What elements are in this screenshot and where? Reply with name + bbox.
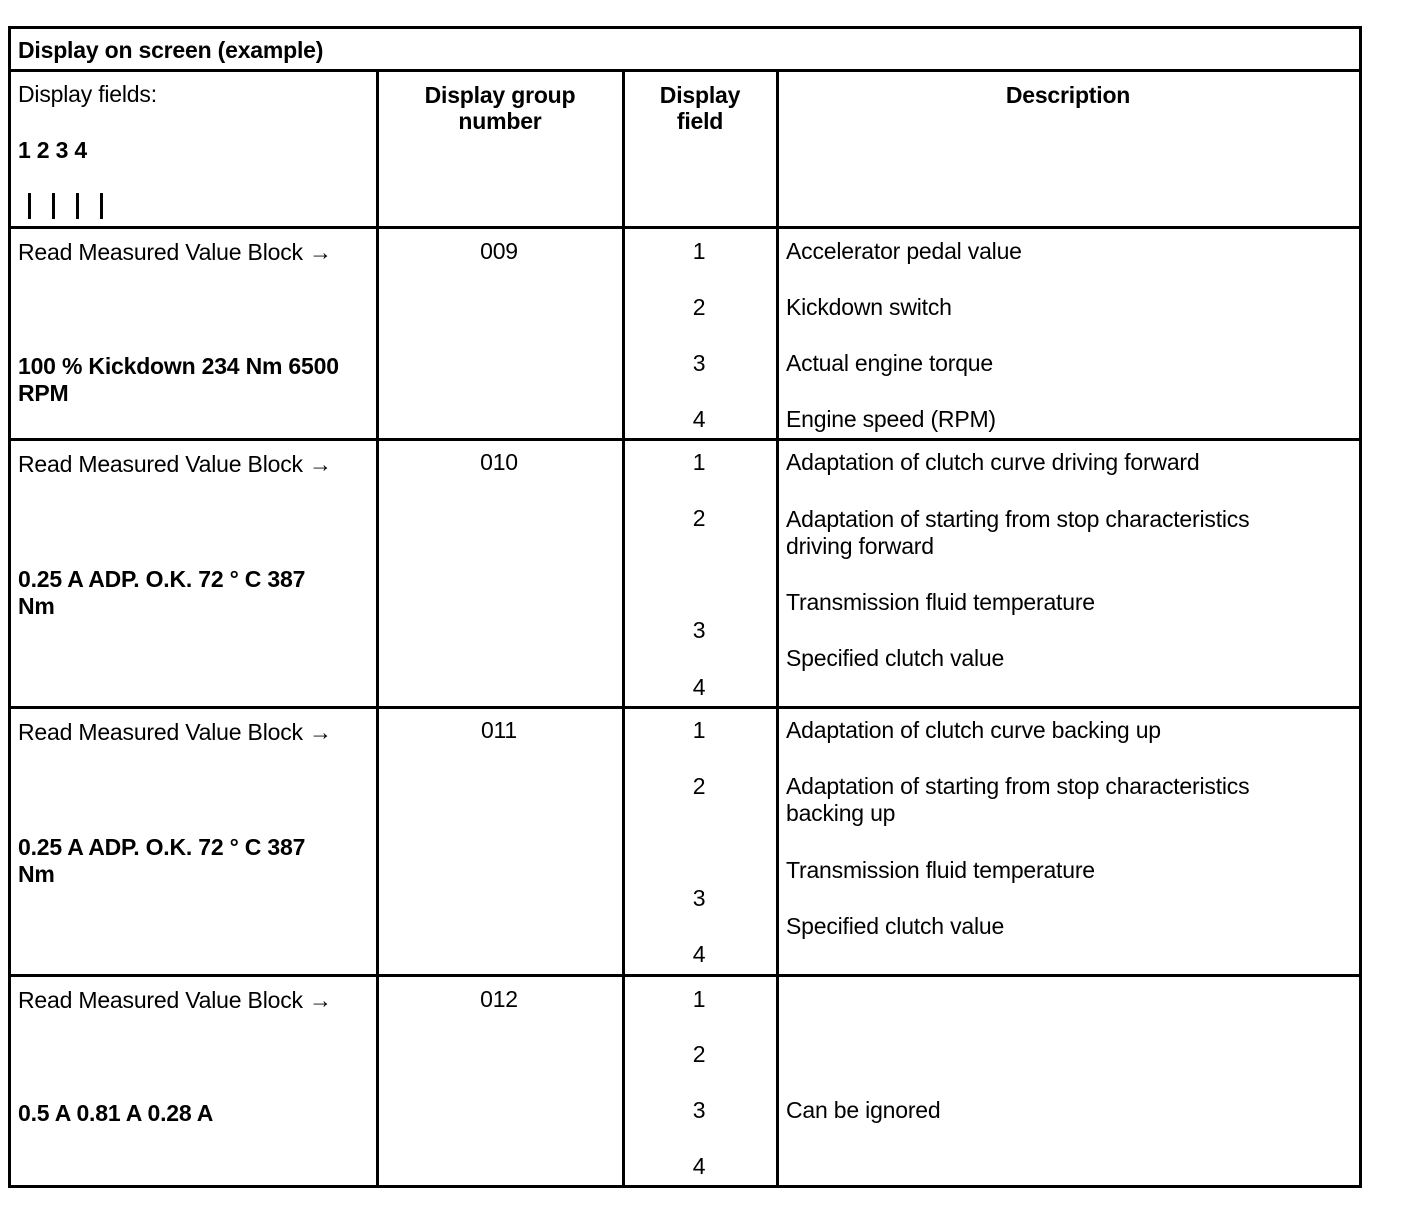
display-field-number: 1 — [692, 449, 706, 475]
field-numbers: 1 2 3 4 — [18, 137, 87, 163]
row-divider — [11, 438, 1359, 441]
display-field-number: 3 — [692, 885, 706, 911]
header-divider — [11, 226, 1359, 229]
display-field-number: 4 — [692, 941, 706, 967]
field-description: Adaptation of starting from stop characteristics driving forward — [786, 506, 1250, 559]
display-field-number: 3 — [692, 617, 706, 643]
display-field-number: 4 — [692, 1153, 706, 1179]
row-divider — [11, 706, 1359, 709]
field-description: Engine speed (RPM) — [786, 406, 996, 432]
display-field-number: 2 — [692, 773, 706, 799]
screen-value: 0.25 A ADP. O.K. 72 ° C 387 Nm — [18, 566, 306, 619]
display-field-number: 3 — [692, 350, 706, 376]
field-description: Transmission fluid temperature — [786, 857, 1095, 883]
field-description: Accelerator pedal value — [786, 238, 1022, 264]
field-description: Specified clutch value — [786, 913, 1005, 939]
field-description: Actual engine torque — [786, 350, 993, 376]
display-group-number: 009 — [480, 238, 518, 264]
column-divider — [622, 69, 625, 1185]
display-field-number: 1 — [692, 717, 706, 743]
table-title: Display on screen (example) — [18, 37, 324, 63]
field-pointer-mark — [28, 193, 31, 219]
block-label: Read Measured Value Block → — [18, 451, 332, 477]
field-pointer-mark — [76, 193, 79, 219]
header-display-group-number: Display group number — [424, 82, 576, 134]
block-label: Read Measured Value Block → — [18, 239, 332, 265]
display-field-number: 2 — [692, 1041, 706, 1067]
display-group-number: 010 — [480, 449, 518, 475]
block-label: Read Measured Value Block → — [18, 719, 332, 745]
block-label: Read Measured Value Block → — [18, 987, 332, 1013]
screen-value: 100 % Kickdown 234 Nm 6500 RPM — [18, 353, 339, 406]
display-field-number: 2 — [692, 505, 706, 531]
display-field-number: 4 — [692, 406, 706, 432]
field-description: Can be ignored — [786, 1097, 941, 1123]
measured-value-table — [8, 26, 1362, 1188]
display-fields-label: Display fields: — [18, 81, 157, 107]
field-description: Adaptation of clutch curve backing up — [786, 717, 1161, 743]
field-pointer-mark — [100, 193, 103, 219]
header-description: Description — [1005, 82, 1131, 108]
row-divider — [11, 974, 1359, 977]
field-description: Adaptation of clutch curve driving forward — [786, 449, 1200, 475]
display-field-number: 1 — [692, 238, 706, 264]
title-divider — [11, 69, 1359, 72]
screen-value: 0.25 A ADP. O.K. 72 ° C 387 Nm — [18, 834, 306, 887]
column-divider — [776, 69, 779, 1185]
screen-value: 0.5 A 0.81 A 0.28 A — [18, 1100, 214, 1126]
display-field-number: 2 — [692, 294, 706, 320]
column-divider — [376, 69, 379, 1185]
display-field-number: 1 — [692, 986, 706, 1012]
display-group-number: 012 — [480, 986, 518, 1012]
header-display-field: Display field — [659, 82, 741, 134]
display-group-number: 011 — [480, 717, 518, 743]
field-description: Adaptation of starting from stop characteristics backing up — [786, 773, 1250, 826]
field-description: Specified clutch value — [786, 645, 1005, 671]
field-description: Kickdown switch — [786, 294, 952, 320]
field-description: Transmission fluid temperature — [786, 589, 1095, 615]
display-field-number: 3 — [692, 1097, 706, 1123]
field-pointer-mark — [52, 193, 55, 219]
display-field-number: 4 — [692, 674, 706, 700]
